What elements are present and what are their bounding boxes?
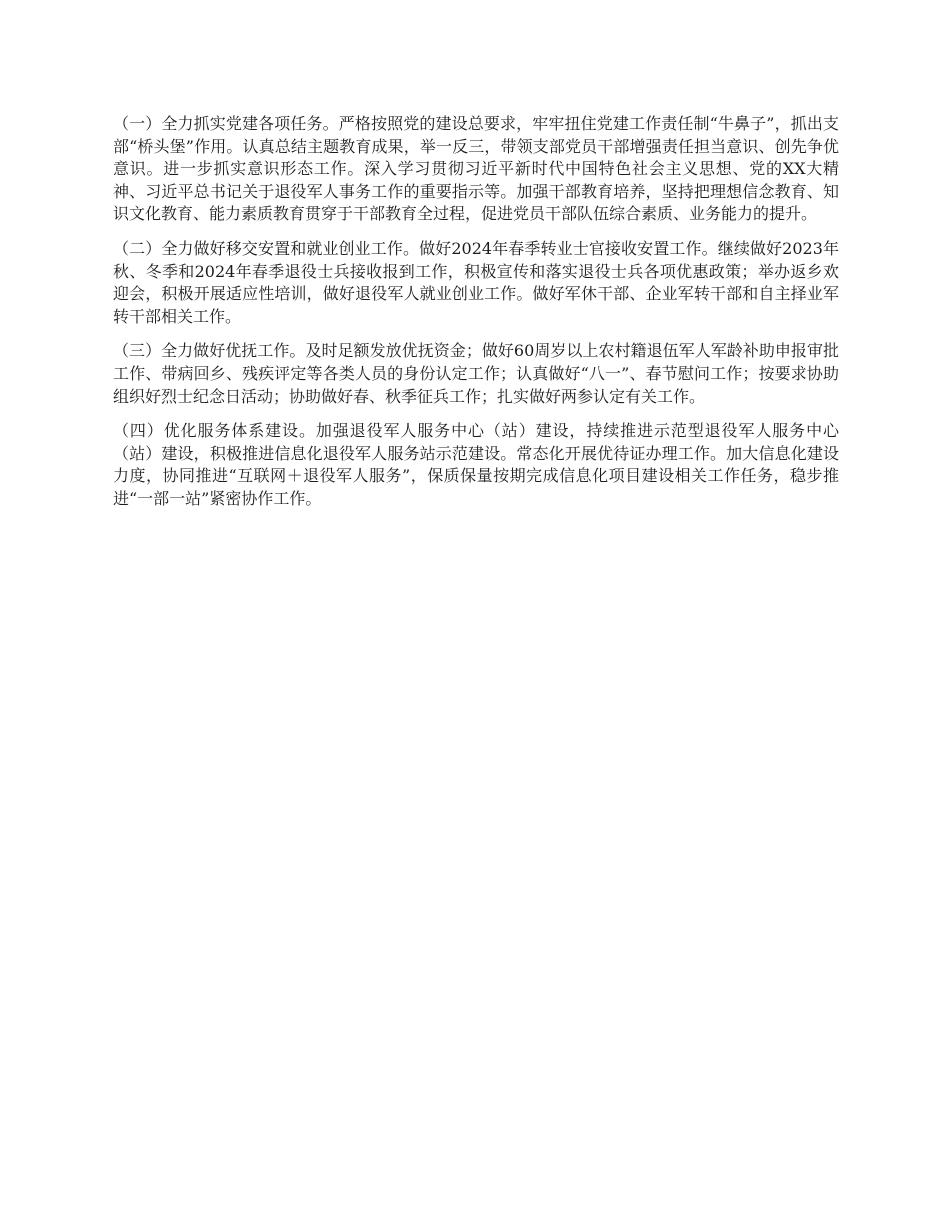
paragraph-special-care: （三）全力做好优抚工作。及时足额发放优抚资金；做好60周岁以上农村籍退伍军人军龄补助申报审批工作、带病回乡、残疾评定等各类人员的身份认定工作；认真做好“八一”、春节慰问工作；按要求协助组织好烈士纪念日活动；协助做好春、秋季征兵工作；扎实做好两参认定有关工作。 [113, 341, 839, 406]
paragraph-resettlement-employment: （二）全力做好移交安置和就业创业工作。做好2024年春季转业士官接收安置工作。继续做好2023年秋、冬季和2024年春季退役士兵接收报到工作，积极宣传和落实退役士兵各项优惠政策；举办返乡欢迎会，积极开展适应性培训，做好退役军人就业创业工作。做好军休干部、企业军转干部和自主择业军转干部相关工作。 [113, 238, 839, 326]
paragraph-party-building: （一）全力抓实党建各项任务。严格按照党的建设总要求，牢牢扭住党建工作责任制“牛鼻子”，抓出支部“桥头堡”作用。认真总结主题教育成果，举一反三，带领支部党员干部增强责任担当意识、创先争优意识。进一步抓实意识形态工作。深入学习贯彻习近平新时代中国特色社会主义思想、党的XX大精神、习近平总书记关于退役军人事务工作的重要指示等。加强干部教育培养，坚持把理想信念教育、知识文化教育、能力素质教育贯穿于干部教育全过程，促进党员干部队伍综合素质、业务能力的提升。 [113, 114, 839, 224]
document-body [113, 113, 839, 523]
paragraph-service-system: （四）优化服务体系建设。加强退役军人服务中心（站）建设，持续推进示范型退役军人服务中心（站）建设，积极推进信息化退役军人服务站示范建设。常态化开展优待证办理工作。加大信息化建设力度，协同推进“互联网＋退役军人服务”，保质保量按期完成信息化项目建设相关工作任务，稳步推进“一部一站”紧密协作工作。 [113, 421, 839, 508]
